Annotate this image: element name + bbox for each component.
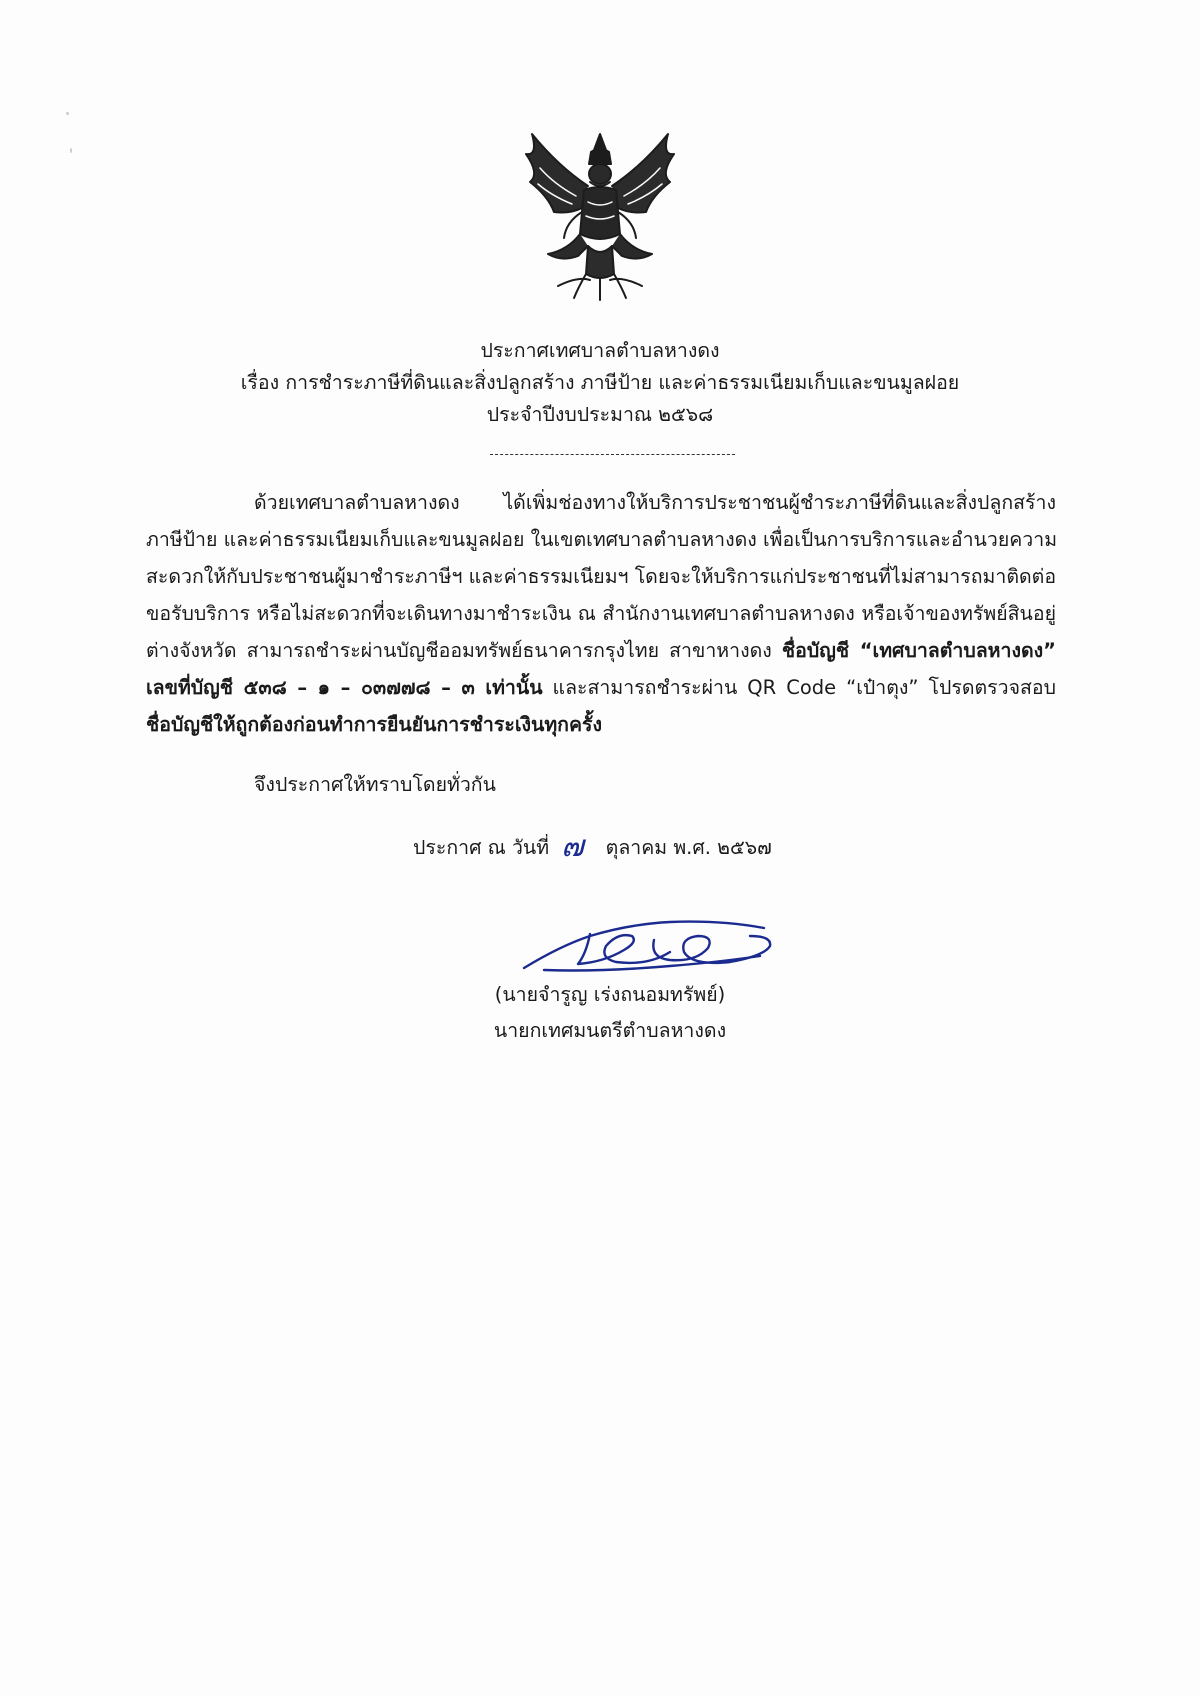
heading-fiscal-block [150, 400, 1050, 430]
signer-position: นายกเทศมนตรีตำบลหางดง [493, 1019, 727, 1042]
body-line-5 [146, 636, 1056, 666]
body-line-6 [146, 673, 1056, 703]
heading-subject-block [150, 368, 1050, 398]
scan-speck [66, 112, 69, 115]
date-month-year: ตุลาคม พ.ศ. ๒๕๖๗ [605, 836, 772, 859]
date-prefix: ประกาศ ณ วันที่ [413, 836, 550, 859]
scan-speck [70, 148, 72, 153]
date-day-handwritten: ๗ [561, 829, 584, 864]
body-line-7: ชื่อบัญชีให้ถูกต้องก่อนทำการยืนยันการชำระเงินทุกครั้ง [146, 713, 603, 736]
account-name-text: ชื่อบัญชี “เทศบาลตำบลหางดง” [781, 639, 1056, 662]
signature-icon [520, 906, 782, 978]
announcement-date [413, 830, 772, 863]
garuda-emblem-icon [518, 126, 682, 304]
announcement-title: ประกาศเทศบาลตำบลหางดง [480, 339, 720, 362]
body-line-6-text: และสามารถชำระผ่าน QR Code “เป๋าตุง” โปรดตรวจสอบ [542, 676, 1056, 699]
body-line-1: ด้วยเทศบาลตำบลหางดง ได้เพิ่มช่องทางให้บริการประชาชนผู้ชำระภาษีที่ดินและสิ่งปลูกสร้าง [254, 491, 1056, 514]
body-line-4: ขอรับบริการ หรือไม่สะดวกที่จะเดินทางมาชำระเงิน ณ สำนักงานเทศบาลตำบลหางดง หรือเจ้าของทรัพย์สินอยู่ [146, 602, 1056, 625]
heading-divider [490, 454, 735, 455]
signer-name: (นายจำรูญ เร่งถนอมทรัพย์) [494, 983, 726, 1006]
body-line-3: สะดวกให้กับประชาชนผู้มาชำระภาษีฯ และค่าธรรมเนียมฯ โดยจะให้บริการแก่ประชาชนที่ไม่สามารถมาติดต่อ [146, 565, 1057, 588]
body-line-2: ภาษีป้าย และค่าธรรมเนียมเก็บและขนมูลฝอย ในเขตเทศบาลตำบลหางดง เพื่อเป็นการบริการและอำนวยความ [146, 528, 1058, 551]
heading-title [150, 336, 1050, 366]
announcement-fiscal-year: ประจำปีงบประมาณ ๒๕๖๘ [486, 403, 714, 426]
closing-statement: จึงประกาศให้ทราบโดยทั่วกัน [254, 773, 496, 796]
announcement-subject: เรื่อง การชำระภาษีที่ดินและสิ่งปลูกสร้าง ภาษีป้าย และค่าธรรมเนียมเก็บและขนมูลฝอย [240, 371, 960, 394]
account-number-text: เลขที่บัญชี ๕๓๘ – ๑ – ๐๓๗๗๘ – ๓ เท่านั้น [146, 676, 543, 699]
body-line-5-text: ต่างจังหวัด สามารถชำระผ่านบัญชีออมทรัพย์ธนาคารกรุงไทย สาขาหางดง [146, 639, 782, 662]
